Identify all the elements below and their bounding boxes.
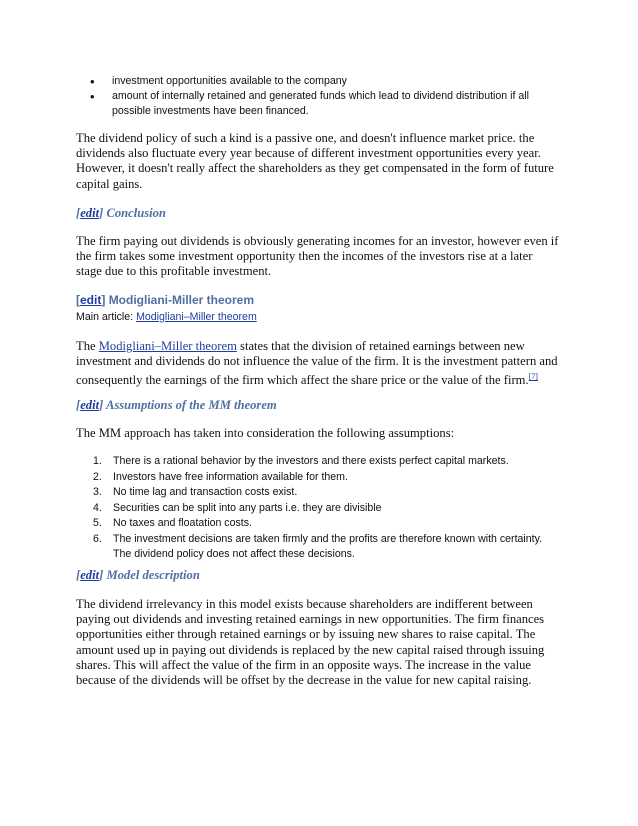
mm-theorem-heading: [edit] Modigliani-Miller theorem [76, 293, 255, 307]
list-item [76, 470, 556, 486]
model-description-heading: [edit] Model description [76, 568, 200, 582]
list-item [76, 532, 556, 563]
main-article-link[interactable]: Modigliani–Miller theorem [136, 311, 257, 323]
item-number: 6. [93, 532, 102, 545]
item-number: 1. [93, 455, 102, 467]
item-number: 3. [93, 486, 102, 498]
list-item [76, 516, 556, 532]
assumptions-heading: [edit] Assumptions of the MM theorem [76, 398, 277, 412]
investment-factors-list [76, 74, 556, 119]
list-item [76, 485, 556, 501]
assumptions-intro: The MM approach has taken into consideration the following assumptions: [76, 426, 455, 440]
edit-link[interactable]: edit [80, 206, 100, 220]
section-title: Modigliani-Miller theorem [108, 293, 255, 307]
item-text: Securities can be split into any parts i.e. they are divisible [113, 501, 382, 514]
citation-link[interactable]: [7] [528, 372, 538, 382]
list-item: • investment opportunities available to the company [76, 74, 556, 89]
item-text: There is a rational behavior by the investors and there exists perfect capital markets. [113, 455, 509, 467]
section-title: Conclusion [106, 206, 166, 220]
model-description-paragraph: The dividend irrelevancy in this model exists because shareholders are indifferent between paying out dividends and investing retained earnings in new opportunities. The firm finances opportunities either through retained earnings or by issuing new shares to raise capital. The amount used up in paying out dividends is replaced by the new capital raised through issuing shares. This will affect the value of the firm in an opposite ways. The increase in the value because of the dividends will be offset by the decrease in the value for new capital raising. [76, 597, 545, 688]
conclusion-paragraph: The firm paying out dividends is obviously generating incomes for an investor, however even if the firm takes some investment opportunity then the incomes of the investors rise at a later stage due to this profitable investment. [76, 234, 559, 279]
mm-theorem-paragraph [76, 339, 560, 389]
item-number: 4. [93, 501, 102, 514]
passive-policy-paragraph: The dividend policy of such a kind is a passive one, and doesn't influence market price. the dividends also fluctuate every year because of different investment opportunities every year. However, it doesn't really affect the shareholders as they get compensated in the form of future capital gains. [76, 131, 554, 191]
item-text: Investors have free information available for them. [113, 470, 348, 483]
list-item [76, 454, 556, 470]
conclusion-heading: [edit] Conclusion [76, 206, 166, 220]
text-prefix: The [76, 339, 99, 353]
section-title: Assumptions of the MM theorem [105, 398, 277, 412]
edit-link[interactable]: edit [80, 568, 100, 582]
edit-link[interactable]: edit [80, 398, 100, 412]
section-title: Model description [106, 568, 200, 582]
item-number: 5. [93, 517, 102, 529]
main-article-prefix: Main article: [76, 311, 137, 323]
item-number: 2. [93, 470, 102, 483]
main-article-note [76, 310, 257, 324]
item-text: No time lag and transaction costs exist. [113, 486, 298, 498]
edit-link[interactable]: edit [80, 293, 102, 307]
item-text: No taxes and floatation costs. [113, 517, 252, 529]
mm-theorem-link[interactable]: Modigliani–Miller theorem [98, 339, 237, 353]
text-body: states that the division of retained earnings between new investment and dividends do not influence the value of the firm. It is the investment pattern and consequently the earnings of the firm which affect the share price or the value of the firm. [76, 339, 558, 388]
list-item: • amount of internally retained and generated funds which lead to dividend distribution if all possible investments have been financed. [76, 89, 556, 119]
list-item [76, 501, 556, 517]
assumptions-list [76, 454, 556, 563]
item-text: The investment decisions are taken firmly and the profits are therefore known with certainty. The dividend policy does not affect these decisions. [113, 532, 543, 560]
